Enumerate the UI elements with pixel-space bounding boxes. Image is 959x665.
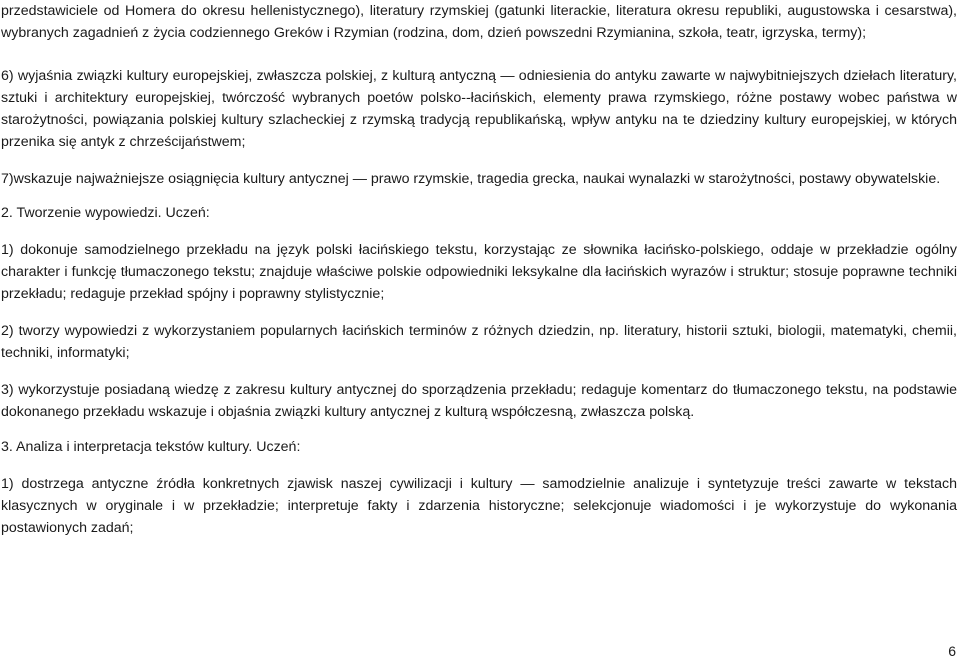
paragraph-continuation: przedstawiciele od Homera do okresu hellenistycznego), literatury rzymskiej (gatunki literackie, literatura okresu republiki, augustowska i cesarstwa), wybranych zagadnień z życia codziennego Greków i Rzymian (rodzina, dom, dzień powszedni Rzymianina, szkoła, teatr, igrzyska, termy); [1,3,957,41]
paragraph-2-point-3: 3) wykorzystuje posiadaną wiedzę z zakresu kultury antycznej do sporządzenia przekładu; redaguje komentarz do tłumaczonego tekstu, na podstawie dokonanego przekładu wskazuje i objaśnia związki kultury antycznej z kulturą współczesną, zwłaszcza polską. [1,382,957,420]
page-number: 6 [948,643,956,659]
section-heading-2: 2. Tworzenie wypowiedzi. Uczeń: [1,205,210,221]
section-heading-3: 3. Analiza i interpretacja tekstów kultury. Uczeń: [1,439,301,455]
paragraph-2-point-2: 2) tworzy wypowiedzi z wykorzystaniem popularnych łacińskich terminów z różnych dziedzin, np. literatury, historii sztuki, biologii, matematyki, chemii, techniki, informatyki; [1,323,957,361]
paragraph-point-7: 7)wskazuje najważniejsze osiągnięcia kultury antycznej — prawo rzymskie, tragedia grecka, naukai wynalazki w starożytności, postawy obywatelskie. [1,171,941,187]
paragraph-2-point-1: 1) dokonuje samodzielnego przekładu na język polski łacińskiego tekstu, korzystając ze słownika łacińsko-polskiego, oddaje w przekładzie ogólny charakter i funkcję tłumaczonego tekstu; znajduje właściwe polskie odpowiedniki leksykalne dla łacińskich wyrazów i struktur; stosuje poprawne techniki przekładu; redaguje przekład spójny i poprawny stylistycznie; [1,242,957,302]
document-body [1,0,957,539]
paragraph-3-point-1: 1) dostrzega antyczne źródła konkretnych zjawisk naszej cywilizacji i kultury — samodzielnie analizuje i syntetyzuje treści zawarte w tekstach klasycznych w oryginale i w przekładzie; interpretuje fakty i zdarzenia historyczne; selekcjonuje wiadomości i je wykorzystuje do wykonania postawionych zadań; [1,476,957,536]
paragraph-point-6: 6) wyjaśnia związki kultury europejskiej, zwłaszcza polskiej, z kulturą antyczną — odniesienia do antyku zawarte w najwybitniejszych dziełach literatury, sztuki i architektury europejskiej, twórczość wybranych poetów polsko--łacińskich, elementy prawa rzymskiego, różne postawy wobec państwa w starożytności, powiązania polskiej kultury szlacheckiej z rzymską tradycją republikańską, wpływ antyku na te dziedziny kultury europejskiej, w których przenika się antyk z chrześcijaństwem; [1,68,957,150]
